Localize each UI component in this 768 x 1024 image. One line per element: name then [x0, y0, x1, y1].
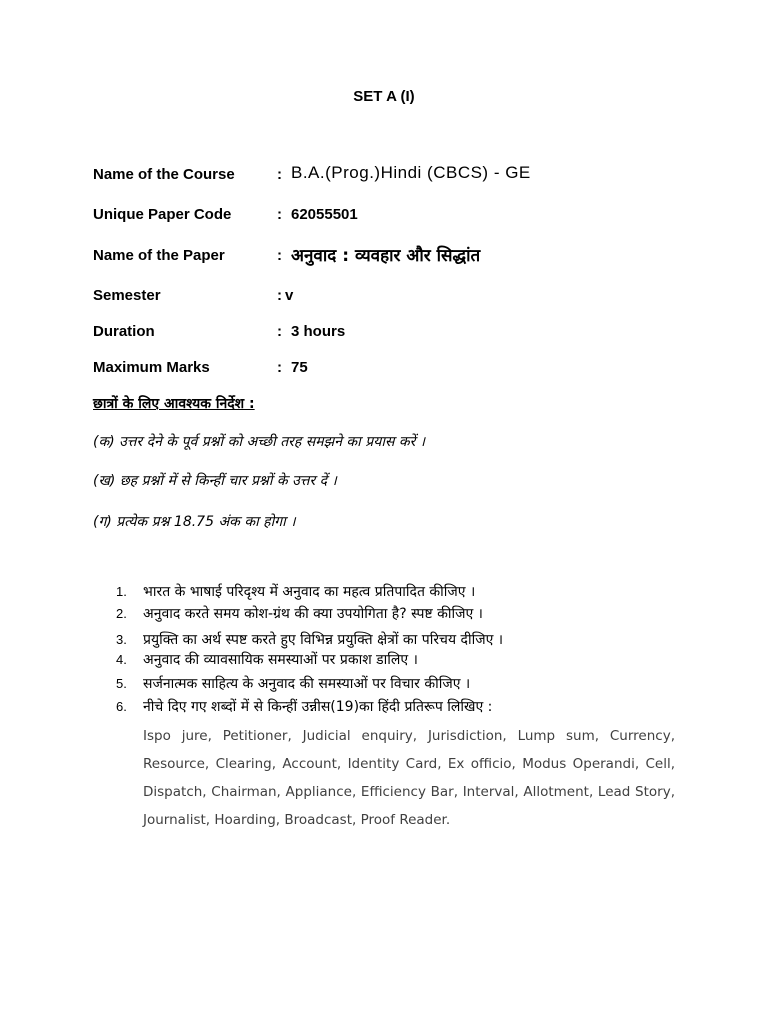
- instruction-item: (ग) प्रत्येक प्रश्न 18.75 अंक का होगा ।: [93, 514, 296, 530]
- meta-label: Maximum Marks: [93, 359, 210, 376]
- meta-row-max-marks: [93, 359, 693, 383]
- meta-colon: :: [277, 323, 282, 340]
- meta-colon: :: [277, 166, 282, 183]
- question-text: प्रयुक्ति का अर्थ स्पष्ट करते हुए विभिन्न प्रयुक्ति क्षेत्रों का परिचय दीजिए ।: [143, 632, 504, 648]
- question-number: 6.: [116, 699, 127, 714]
- question-number: 4.: [116, 652, 127, 667]
- instructions-heading: छात्रों के लिए आवश्यक निर्देश :: [93, 396, 255, 412]
- question-number: 3.: [116, 632, 127, 647]
- meta-row-course: [93, 163, 693, 190]
- question-text: भारत के भाषाई परिदृश्य में अनुवाद का महत्व प्रतिपादित कीजिए ।: [143, 584, 476, 600]
- semester-value: v: [285, 287, 294, 304]
- meta-row-duration: [93, 323, 693, 347]
- meta-label: Name of the Paper: [93, 247, 225, 264]
- question-number: 5.: [116, 676, 127, 691]
- meta-row-paper-name: [93, 247, 693, 271]
- question-text: नीचे दिए गए शब्दों में से किन्हीं उन्नीस(19)का हिंदी प्रतिरूप लिखिए :: [143, 699, 493, 715]
- paper-code-value: 62055501: [291, 206, 358, 223]
- instruction-item: (क) उत्तर देने के पूर्व प्रश्नों को अच्छी तरह समझने का प्रयास करें ।: [93, 434, 426, 450]
- terms-list: Ispo jure, Petitioner, Judicial enquiry, Jurisdiction, Lump sum, Currency, Resource, Clearing, Account, Identity Card, Ex officio, Modus Operandi, Cell, Dispatch, Chairman, Appliance, Efficiency Bar, Interval, Allotment, Lead Story, Journalist, Hoarding, Broadcast, Proof Reader.: [143, 728, 675, 828]
- meta-row-semester: [93, 287, 693, 311]
- duration-value: 3 hours: [291, 323, 346, 340]
- question-text: अनुवाद की व्यावसायिक समस्याओं पर प्रकाश डालिए ।: [143, 652, 418, 668]
- course-name-value: B.A.(Prog.)Hindi (CBCS) - GE: [291, 163, 531, 182]
- meta-label: Name of the Course: [93, 166, 235, 183]
- question-text: सर्जनात्मक साहित्य के अनुवाद की समस्याओं पर विचार कीजिए ।: [143, 676, 471, 692]
- set-title: SET A (I): [353, 88, 415, 105]
- instruction-item: (ख) छह प्रश्नों में से किन्हीं चार प्रश्नों के उत्तर दें ।: [93, 473, 337, 489]
- meta-label: Duration: [93, 323, 155, 340]
- question-number: 2.: [116, 606, 127, 621]
- question-number: 1.: [116, 584, 127, 599]
- meta-colon: :: [277, 206, 282, 223]
- meta-row-paper-code: [93, 206, 693, 230]
- paper-name-value: अनुवाद : व्यवहार और सिद्धांत: [291, 246, 481, 266]
- max-marks-value: 75: [291, 359, 308, 376]
- meta-label: Unique Paper Code: [93, 206, 232, 223]
- meta-label: Semester: [93, 287, 161, 304]
- meta-colon: :: [277, 247, 282, 264]
- question-text: अनुवाद करते समय कोश-ग्रंथ की क्या उपयोगिता है? स्पष्ट कीजिए ।: [143, 606, 483, 622]
- meta-colon: :: [277, 287, 282, 304]
- meta-colon: :: [277, 359, 282, 376]
